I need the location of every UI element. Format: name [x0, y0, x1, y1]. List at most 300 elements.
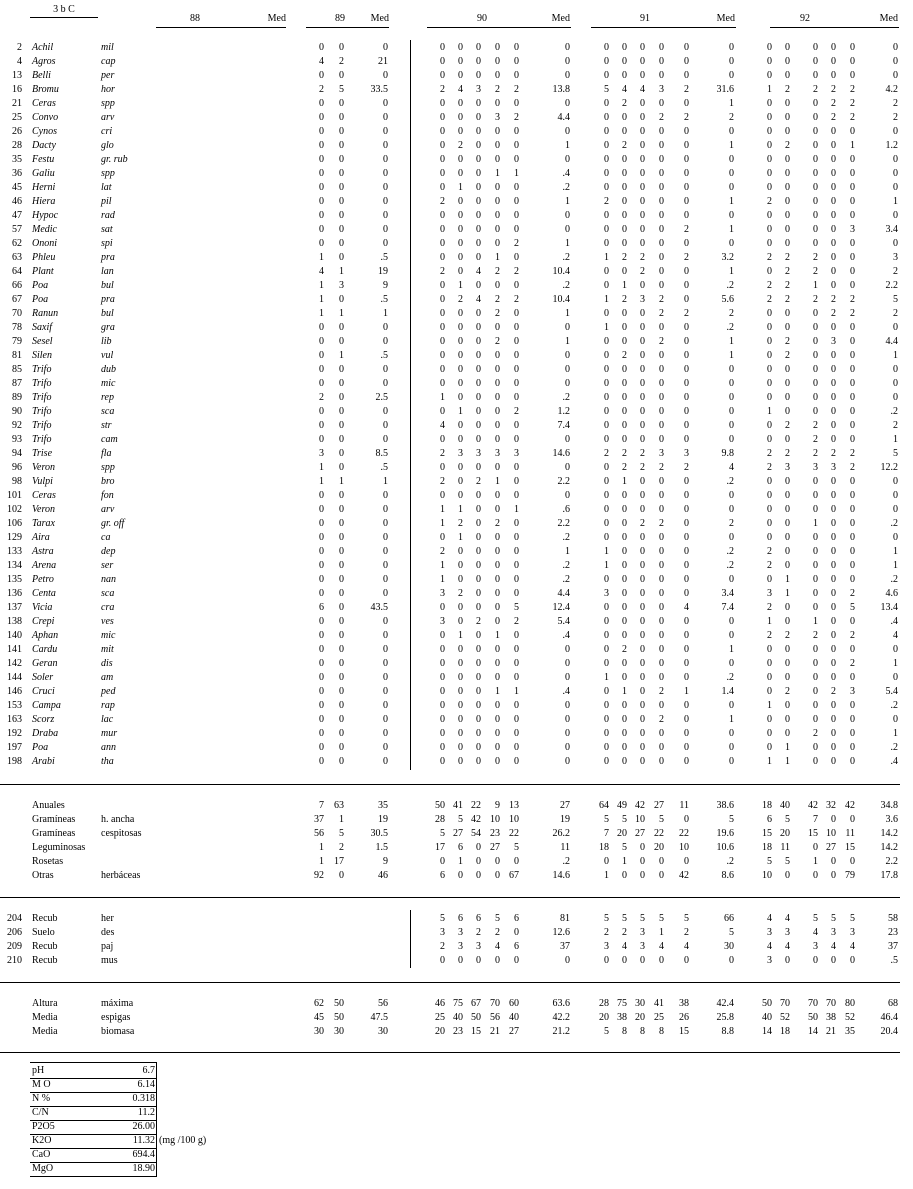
value-cell: 0: [640, 182, 645, 193]
species-epithet: fon: [101, 490, 114, 501]
value-cell: 0: [476, 574, 481, 585]
value-cell: 0: [684, 322, 689, 333]
value-cell: 0: [813, 308, 818, 319]
value-cell: 0: [495, 378, 500, 389]
value-cell: 0: [383, 168, 388, 179]
value-cell: 4: [813, 927, 818, 938]
value-cell: 0: [640, 616, 645, 627]
value-cell: 3: [476, 941, 481, 952]
value-cell: 0: [514, 420, 519, 431]
value-cell: 11: [679, 800, 689, 811]
value-cell: 50: [334, 998, 344, 1009]
value-cell: 0: [850, 742, 855, 753]
value-cell: 0: [495, 224, 500, 235]
value-cell: 0: [767, 476, 772, 487]
value-cell: 2: [476, 476, 481, 487]
value-cell: 0: [383, 140, 388, 151]
value-cell: 23: [888, 927, 898, 938]
value-cell: 0: [440, 224, 445, 235]
value-cell: 0: [604, 574, 609, 585]
value-cell: 0: [893, 238, 898, 249]
value-cell: 0: [514, 630, 519, 641]
value-cell: 0: [458, 476, 463, 487]
value-cell: 0: [458, 574, 463, 585]
value-cell: 0: [604, 280, 609, 291]
value-cell: 0: [850, 560, 855, 571]
value-cell: 0: [565, 728, 570, 739]
value-cell: 0: [640, 308, 645, 319]
value-cell: 0: [813, 392, 818, 403]
value-cell: 0: [458, 112, 463, 123]
value-cell: 5: [604, 814, 609, 825]
value-cell: 4: [729, 462, 734, 473]
species-number: 36: [12, 168, 22, 179]
value-cell: 0: [458, 644, 463, 655]
value-cell: 0: [850, 168, 855, 179]
value-cell: 3: [893, 252, 898, 263]
value-cell: 1: [813, 856, 818, 867]
value-cell: 2: [659, 714, 664, 725]
value-cell: 0: [514, 70, 519, 81]
value-cell: 68: [888, 998, 898, 1009]
value-cell: 0: [604, 955, 609, 966]
value-cell: 0: [684, 658, 689, 669]
value-cell: 0: [831, 672, 836, 683]
species-genus: Petro: [32, 574, 54, 585]
value-cell: 19: [560, 814, 570, 825]
value-cell: 2: [831, 98, 836, 109]
value-cell: 2: [440, 941, 445, 952]
value-cell: 41: [453, 800, 463, 811]
value-cell: 0: [893, 392, 898, 403]
species-number: 46: [12, 196, 22, 207]
value-cell: 0: [319, 490, 324, 501]
value-cell: 0: [622, 756, 627, 767]
value-cell: 0: [339, 658, 344, 669]
value-cell: 0: [383, 714, 388, 725]
value-cell: 0: [659, 742, 664, 753]
value-cell: 0: [831, 756, 836, 767]
species-number: 79: [12, 336, 22, 347]
value-cell: 0: [440, 70, 445, 81]
value-cell: 0: [622, 364, 627, 375]
value-cell: 5: [640, 913, 645, 924]
value-cell: 1: [495, 476, 500, 487]
value-cell: 2: [831, 84, 836, 95]
value-cell: 0: [893, 126, 898, 137]
value-cell: 3: [339, 280, 344, 291]
value-cell: 0: [729, 168, 734, 179]
value-cell: 0: [514, 280, 519, 291]
value-cell: 37: [560, 941, 570, 952]
value-cell: 0: [604, 856, 609, 867]
value-cell: 1: [319, 856, 324, 867]
value-cell: 0: [476, 350, 481, 361]
value-cell: 0: [640, 672, 645, 683]
value-cell: 0: [514, 476, 519, 487]
value-cell: .2: [890, 700, 898, 711]
height-label: Altura: [32, 998, 58, 1009]
value-cell: 27: [560, 800, 570, 811]
value-cell: 1: [893, 728, 898, 739]
value-cell: 5.4: [557, 616, 570, 627]
value-cell: 5: [604, 1026, 609, 1037]
value-cell: .5: [380, 294, 388, 305]
value-cell: 0: [339, 672, 344, 683]
value-cell: 0: [440, 140, 445, 151]
value-cell: 0: [339, 364, 344, 375]
value-cell: 0: [604, 420, 609, 431]
value-cell: 5: [622, 814, 627, 825]
value-cell: 70: [808, 998, 818, 1009]
value-cell: 1: [339, 266, 344, 277]
value-cell: 20: [617, 828, 627, 839]
value-cell: 0: [684, 672, 689, 683]
value-cell: 6: [458, 913, 463, 924]
value-cell: 0: [319, 126, 324, 137]
species-number: 92: [12, 420, 22, 431]
value-cell: 0: [339, 140, 344, 151]
species-epithet: ann: [101, 742, 116, 753]
species-number: 102: [7, 504, 22, 515]
value-cell: 2: [495, 266, 500, 277]
value-cell: 0: [850, 126, 855, 137]
value-cell: 1: [458, 532, 463, 543]
value-cell: 4: [476, 294, 481, 305]
value-cell: 4: [659, 941, 664, 952]
species-epithet: rad: [101, 210, 115, 221]
value-cell: 1: [458, 504, 463, 515]
value-cell: 8: [659, 1026, 664, 1037]
value-cell: 0: [767, 714, 772, 725]
value-cell: 0: [785, 322, 790, 333]
value-cell: 0: [339, 504, 344, 515]
value-cell: 0: [831, 266, 836, 277]
value-cell: 0: [684, 280, 689, 291]
species-genus: Arena: [32, 560, 57, 571]
value-cell: .2: [890, 574, 898, 585]
value-cell: 0: [339, 238, 344, 249]
cover-label: Recub: [32, 941, 58, 952]
value-cell: 0: [440, 210, 445, 221]
species-number: 141: [7, 644, 22, 655]
value-cell: 1: [495, 630, 500, 641]
value-cell: 38.6: [716, 800, 734, 811]
value-cell: 0: [640, 154, 645, 165]
value-cell: 0: [813, 504, 818, 515]
species-number: 21: [12, 98, 22, 109]
value-cell: 0: [458, 546, 463, 557]
value-cell: 1: [850, 140, 855, 151]
value-cell: 0: [440, 238, 445, 249]
value-cell: 0: [476, 434, 481, 445]
value-cell: 2: [440, 196, 445, 207]
value-cell: 0: [565, 364, 570, 375]
value-cell: .6: [562, 504, 570, 515]
value-cell: 0: [514, 210, 519, 221]
value-cell: 3: [458, 927, 463, 938]
value-cell: 0: [767, 168, 772, 179]
value-cell: 3: [813, 462, 818, 473]
value-cell: 0: [440, 630, 445, 641]
value-cell: 0: [495, 140, 500, 151]
value-cell: 0: [831, 504, 836, 515]
value-cell: 0: [440, 672, 445, 683]
value-cell: 0: [383, 630, 388, 641]
value-cell: 0: [604, 350, 609, 361]
value-cell: 18: [762, 842, 772, 853]
value-cell: .4: [890, 616, 898, 627]
value-cell: 0: [476, 210, 481, 221]
value-cell: 0: [383, 546, 388, 557]
species-genus: Trise: [32, 448, 53, 459]
value-cell: 0: [622, 168, 627, 179]
cover-sublabel: paj: [101, 941, 114, 952]
value-cell: 0: [458, 70, 463, 81]
value-cell: 2: [767, 252, 772, 263]
value-cell: 2: [514, 238, 519, 249]
value-cell: 0: [813, 476, 818, 487]
value-cell: 0: [813, 70, 818, 81]
value-cell: 0: [729, 742, 734, 753]
value-cell: 5: [604, 913, 609, 924]
group-label: Otras: [32, 870, 54, 881]
value-cell: 2: [850, 308, 855, 319]
value-cell: 0: [785, 490, 790, 501]
value-cell: 3: [495, 448, 500, 459]
value-cell: 1: [495, 168, 500, 179]
value-cell: 2: [850, 462, 855, 473]
value-cell: 11: [845, 828, 855, 839]
value-cell: 0: [729, 210, 734, 221]
value-cell: 0: [785, 154, 790, 165]
value-cell: 0: [729, 434, 734, 445]
value-cell: 0: [319, 588, 324, 599]
value-cell: 0: [339, 686, 344, 697]
species-number: 101: [7, 490, 22, 501]
value-cell: 0: [659, 154, 664, 165]
value-cell: 0: [684, 728, 689, 739]
value-cell: 4.2: [885, 84, 898, 95]
value-cell: 0: [495, 42, 500, 53]
value-cell: 2: [659, 686, 664, 697]
value-cell: 49: [617, 800, 627, 811]
value-cell: 0: [729, 182, 734, 193]
value-cell: 0: [767, 532, 772, 543]
value-cell: 0: [514, 714, 519, 725]
value-cell: 0: [604, 644, 609, 655]
value-cell: 8.6: [721, 870, 734, 881]
species-number: 134: [7, 560, 22, 571]
value-cell: 0: [440, 364, 445, 375]
value-cell: 0: [440, 644, 445, 655]
value-cell: 27: [453, 828, 463, 839]
value-cell: 3: [319, 448, 324, 459]
value-cell: 0: [640, 728, 645, 739]
value-cell: .4: [562, 168, 570, 179]
value-cell: 2: [684, 112, 689, 123]
value-cell: 0: [319, 644, 324, 655]
value-cell: 0: [476, 224, 481, 235]
value-cell: 0: [440, 336, 445, 347]
value-cell: 32: [826, 800, 836, 811]
value-cell: 0: [604, 476, 609, 487]
value-cell: 0: [640, 126, 645, 137]
value-cell: 1: [604, 672, 609, 683]
value-cell: 0: [767, 658, 772, 669]
value-cell: 0: [565, 700, 570, 711]
value-cell: 0: [622, 224, 627, 235]
species-epithet: sat: [101, 224, 113, 235]
value-cell: 0: [476, 280, 481, 291]
value-cell: 0: [684, 756, 689, 767]
value-cell: 0: [893, 644, 898, 655]
value-cell: 0: [495, 56, 500, 67]
species-genus: Ononi: [32, 238, 57, 249]
species-genus: Veron: [32, 504, 55, 515]
value-cell: 15: [808, 828, 818, 839]
value-cell: 0: [458, 658, 463, 669]
value-cell: 2: [850, 448, 855, 459]
value-cell: 0: [640, 168, 645, 179]
value-cell: 0: [495, 364, 500, 375]
value-cell: 2: [813, 84, 818, 95]
value-cell: 7: [604, 828, 609, 839]
species-genus: Agros: [32, 56, 56, 67]
value-cell: 3: [684, 448, 689, 459]
value-cell: 0: [495, 196, 500, 207]
value-cell: 18: [762, 800, 772, 811]
value-cell: 0: [458, 322, 463, 333]
value-cell: 27: [490, 842, 500, 853]
value-cell: 2: [495, 518, 500, 529]
value-cell: 0: [622, 630, 627, 641]
value-cell: 0: [604, 658, 609, 669]
value-cell: 19: [378, 266, 388, 277]
value-cell: 66: [724, 913, 734, 924]
value-cell: 0: [319, 518, 324, 529]
value-cell: 42.4: [716, 998, 734, 1009]
species-number: 67: [12, 294, 22, 305]
value-cell: 27: [509, 1026, 519, 1037]
value-cell: .2: [562, 280, 570, 291]
value-cell: 1: [785, 574, 790, 585]
species-genus: Bromu: [32, 84, 59, 95]
cover-number: 206: [7, 927, 22, 938]
med-label: Med: [879, 13, 898, 24]
species-epithet: vul: [101, 350, 114, 361]
value-cell: 0: [831, 364, 836, 375]
value-cell: 0: [813, 154, 818, 165]
value-cell: 35: [378, 800, 388, 811]
value-cell: 56: [378, 998, 388, 1009]
value-cell: .2: [562, 252, 570, 263]
value-cell: 1: [604, 560, 609, 571]
value-cell: 0: [640, 955, 645, 966]
value-cell: 2: [604, 927, 609, 938]
value-cell: 34.8: [880, 800, 898, 811]
species-genus: Ceras: [32, 490, 56, 501]
value-cell: 1: [458, 630, 463, 641]
species-epithet: spp: [101, 98, 115, 109]
species-number: 96: [12, 462, 22, 473]
value-cell: 2: [785, 140, 790, 151]
value-cell: 0: [440, 350, 445, 361]
value-cell: 21.2: [552, 1026, 570, 1037]
value-cell: 0: [767, 378, 772, 389]
value-cell: 17: [334, 856, 344, 867]
value-cell: 0: [684, 182, 689, 193]
value-cell: 28: [435, 814, 445, 825]
soil-value: 11.32: [132, 1135, 155, 1146]
value-cell: .4: [890, 756, 898, 767]
value-cell: 0: [383, 490, 388, 501]
value-cell: 0: [495, 70, 500, 81]
value-cell: 0: [458, 490, 463, 501]
value-cell: 1: [622, 686, 627, 697]
value-cell: 18: [599, 842, 609, 853]
value-cell: 0: [850, 266, 855, 277]
value-cell: 2: [684, 252, 689, 263]
value-cell: 2: [622, 98, 627, 109]
value-cell: 30.5: [370, 828, 388, 839]
value-cell: 0: [319, 714, 324, 725]
value-cell: 0: [640, 140, 645, 151]
value-cell: 0: [514, 434, 519, 445]
value-cell: 0: [785, 392, 790, 403]
value-cell: 19.6: [716, 828, 734, 839]
value-cell: 0: [785, 546, 790, 557]
species-genus: Hiera: [32, 196, 56, 207]
value-cell: 0: [729, 126, 734, 137]
value-cell: 0: [684, 154, 689, 165]
value-cell: 5: [893, 448, 898, 459]
value-cell: 0: [604, 532, 609, 543]
value-cell: 42.2: [552, 1012, 570, 1023]
value-cell: 4: [767, 913, 772, 924]
value-cell: 0: [458, 364, 463, 375]
value-cell: 0: [383, 420, 388, 431]
value-cell: 0: [476, 532, 481, 543]
species-genus: Sesel: [32, 336, 53, 347]
value-cell: 0: [604, 364, 609, 375]
species-epithet: gr. off: [101, 518, 125, 529]
value-cell: 2: [684, 308, 689, 319]
value-cell: 0: [785, 224, 790, 235]
value-cell: 50: [471, 1012, 481, 1023]
value-cell: 0: [383, 112, 388, 123]
value-cell: 0: [684, 504, 689, 515]
value-cell: 0: [458, 336, 463, 347]
value-cell: 2: [813, 448, 818, 459]
value-cell: .4: [562, 686, 570, 697]
value-cell: 0: [729, 490, 734, 501]
value-cell: 2: [440, 546, 445, 557]
value-cell: 27: [635, 828, 645, 839]
value-cell: 0: [458, 672, 463, 683]
value-cell: 5: [785, 856, 790, 867]
species-epithet: am: [101, 672, 114, 683]
value-cell: 0: [440, 308, 445, 319]
value-cell: 0: [339, 98, 344, 109]
value-cell: 1: [729, 140, 734, 151]
value-cell: 0: [514, 98, 519, 109]
value-cell: 0: [785, 700, 790, 711]
value-cell: 0: [622, 504, 627, 515]
value-cell: 1: [767, 756, 772, 767]
value-cell: 2: [640, 518, 645, 529]
value-cell: 0: [813, 742, 818, 753]
